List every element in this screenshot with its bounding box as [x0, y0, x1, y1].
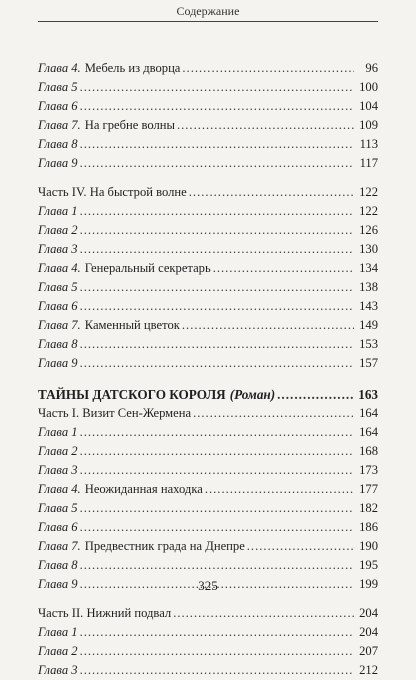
chapter-number: Глава 2	[38, 444, 78, 458]
toc-entry	[38, 259, 378, 278]
toc-entry	[38, 316, 378, 335]
toc-entry-label	[38, 259, 211, 278]
toc-entry	[38, 221, 378, 240]
toc-page-number: 143	[359, 299, 378, 313]
page-number: 325	[198, 578, 218, 593]
dot-leader	[80, 297, 354, 316]
dot-leader	[80, 556, 354, 575]
chapter-number: Глава 7.	[38, 539, 81, 553]
toc-entry	[38, 661, 378, 680]
toc-entry-label	[38, 221, 78, 240]
toc-entry	[38, 442, 378, 461]
dot-leader	[177, 116, 354, 135]
toc-entry-label	[38, 518, 78, 537]
toc-page-number: 195	[359, 558, 378, 572]
toc-entry	[38, 335, 378, 354]
toc-page-number: 177	[359, 482, 378, 496]
toc-entry-label	[38, 423, 78, 442]
chapter-number: Глава 5	[38, 80, 78, 94]
chapter-number: Глава 4.	[38, 482, 81, 496]
entry-title: Каменный цветок	[84, 318, 180, 332]
toc-entry	[38, 642, 378, 661]
entry-title: Предвестник града на Днепре	[84, 539, 245, 553]
dot-leader	[80, 202, 354, 221]
chapter-number: Глава 2	[38, 644, 78, 658]
toc-page-number: 104	[359, 99, 378, 113]
dot-leader	[80, 278, 354, 297]
toc-page-number: 122	[359, 204, 378, 218]
chapter-number: Глава 9	[38, 356, 78, 370]
toc-entry	[38, 278, 378, 297]
chapter-number: Глава 3	[38, 663, 78, 677]
toc-entry	[38, 240, 378, 259]
dot-leader	[277, 385, 354, 404]
dot-leader	[189, 183, 354, 202]
header-rule	[38, 21, 378, 22]
dot-leader	[182, 316, 354, 335]
toc-entry	[38, 385, 378, 404]
chapter-number: Глава 2	[38, 223, 78, 237]
toc-entry-label	[38, 116, 175, 135]
toc-page-number: 186	[359, 520, 378, 534]
entry-title: На гребне волны	[84, 118, 175, 132]
toc-entry	[38, 499, 378, 518]
dot-leader	[247, 537, 354, 556]
dot-leader	[205, 480, 354, 499]
toc-page-number: 173	[359, 463, 378, 477]
toc-entry-label	[38, 480, 203, 499]
toc-page-number: 96	[365, 61, 378, 75]
toc-entry-label	[38, 537, 245, 556]
dot-leader	[173, 604, 354, 623]
chapter-number: Глава 7.	[38, 118, 81, 132]
toc-entry	[38, 404, 378, 423]
toc-entry-label	[38, 78, 78, 97]
toc-page-number: 182	[359, 501, 378, 515]
toc-page-number: 126	[359, 223, 378, 237]
toc-page-number: 113	[359, 137, 378, 151]
dot-leader	[80, 442, 354, 461]
toc-page-number: 138	[359, 280, 378, 294]
entry-title: Генеральный секретарь	[84, 261, 211, 275]
toc-entry	[38, 354, 378, 373]
toc-page-number: 163	[358, 387, 378, 402]
toc-entry-label	[38, 385, 275, 404]
chapter-number: Глава 4.	[38, 261, 81, 275]
dot-leader	[193, 404, 354, 423]
toc-entry-label	[38, 316, 180, 335]
chapter-number: Глава 8	[38, 137, 78, 151]
toc-entry	[38, 461, 378, 480]
toc-entry	[38, 518, 378, 537]
entry-title: Мебель из дворца	[84, 61, 181, 75]
toc-page-number: 204	[359, 625, 378, 639]
toc-page-number: 199	[359, 577, 378, 591]
dot-leader	[80, 97, 354, 116]
toc-page-number: 164	[359, 406, 378, 420]
chapter-number: Глава 8	[38, 558, 78, 572]
toc-page-number: 168	[359, 444, 378, 458]
chapter-number: Глава 1	[38, 625, 78, 639]
toc-entry	[38, 297, 378, 316]
toc-entry-label	[38, 499, 78, 518]
chapter-number: Глава 9	[38, 577, 78, 591]
chapter-number: Глава 1	[38, 204, 78, 218]
chapter-number: Глава 7.	[38, 318, 81, 332]
entry-genre: (Роман)	[229, 387, 276, 402]
toc-entry	[38, 623, 378, 642]
toc-entry-label	[38, 59, 180, 78]
dot-leader	[80, 135, 354, 154]
dot-leader	[80, 661, 354, 680]
chapter-number: Глава 6	[38, 299, 78, 313]
dot-leader	[80, 642, 354, 661]
chapter-number: Глава 4.	[38, 61, 81, 75]
toc-entry-label	[38, 202, 78, 221]
dot-leader	[80, 78, 354, 97]
dot-leader	[80, 461, 354, 480]
toc-entry-label	[38, 135, 78, 154]
toc-entry-label	[38, 404, 191, 423]
toc-entry-label	[38, 240, 78, 259]
chapter-number: Глава 6	[38, 99, 78, 113]
dot-leader	[80, 221, 354, 240]
toc-page-number: 100	[359, 80, 378, 94]
dot-leader	[80, 240, 354, 259]
toc-entry-label	[38, 354, 78, 373]
toc-page-number: 204	[359, 606, 378, 620]
entry-title: Часть I. Визит Сен-Жермена	[38, 406, 192, 420]
toc-page-number: 149	[359, 318, 378, 332]
toc-entry	[38, 202, 378, 221]
chapter-number: Глава 1	[38, 425, 78, 439]
toc-entry-label	[38, 442, 78, 461]
running-header: Содержание	[176, 4, 240, 18]
dot-leader	[182, 59, 354, 78]
toc-entry-label	[38, 278, 78, 297]
toc-entry-label	[38, 335, 78, 354]
chapter-number: Глава 3	[38, 242, 78, 256]
toc-entry	[38, 154, 378, 173]
toc-page-number: 190	[359, 539, 378, 553]
chapter-number: Глава 3	[38, 463, 78, 477]
toc-entry-label	[38, 623, 78, 642]
entry-title: Неожиданная находка	[84, 482, 203, 496]
toc-entry	[38, 135, 378, 154]
toc-entry	[38, 59, 378, 78]
toc-entry	[38, 116, 378, 135]
toc-entry-label	[38, 183, 187, 202]
dot-leader	[80, 499, 354, 518]
toc-page-number: 134	[359, 261, 378, 275]
chapter-number: Глава 5	[38, 501, 78, 515]
toc-page-number: 157	[359, 356, 378, 370]
toc-entry-label	[38, 556, 78, 575]
toc-entry	[38, 97, 378, 116]
toc-entry	[38, 604, 378, 623]
toc-entry	[38, 423, 378, 442]
toc-entry-label	[38, 661, 78, 680]
dot-leader	[80, 335, 354, 354]
entry-title: ТАЙНЫ ДАТСКОГО КОРОЛЯ	[38, 387, 226, 402]
dot-leader	[80, 518, 354, 537]
chapter-number: Глава 8	[38, 337, 78, 351]
toc-page-number: 122	[359, 185, 378, 199]
chapter-number: Глава 9	[38, 156, 78, 170]
toc-page-number: 212	[359, 663, 378, 677]
toc-entry-label	[38, 642, 78, 661]
toc-entry	[38, 556, 378, 575]
dot-leader	[213, 259, 354, 278]
chapter-number: Глава 6	[38, 520, 78, 534]
toc-entry	[38, 183, 378, 202]
toc-entry-label	[38, 97, 78, 116]
toc-page-number: 207	[359, 644, 378, 658]
toc-entry-label	[38, 297, 78, 316]
entry-title: Часть IV. На быстрой волне	[38, 185, 187, 199]
chapter-number: Глава 5	[38, 280, 78, 294]
dot-leader	[80, 154, 354, 173]
dot-leader	[80, 623, 354, 642]
toc-entry	[38, 78, 378, 97]
dot-leader	[80, 423, 354, 442]
toc-entry-label	[38, 154, 78, 173]
toc-entry-label	[38, 461, 78, 480]
entry-title: Часть II. Нижний подвал	[38, 606, 172, 620]
toc-page-number: 117	[359, 156, 378, 170]
toc-page-number: 130	[359, 242, 378, 256]
toc-entry-label	[38, 604, 171, 623]
dot-leader	[80, 354, 354, 373]
toc-page-number: 164	[359, 425, 378, 439]
toc-entry	[38, 537, 378, 556]
toc-page-number: 153	[359, 337, 378, 351]
toc-entry	[38, 480, 378, 499]
toc-page-number: 109	[359, 118, 378, 132]
